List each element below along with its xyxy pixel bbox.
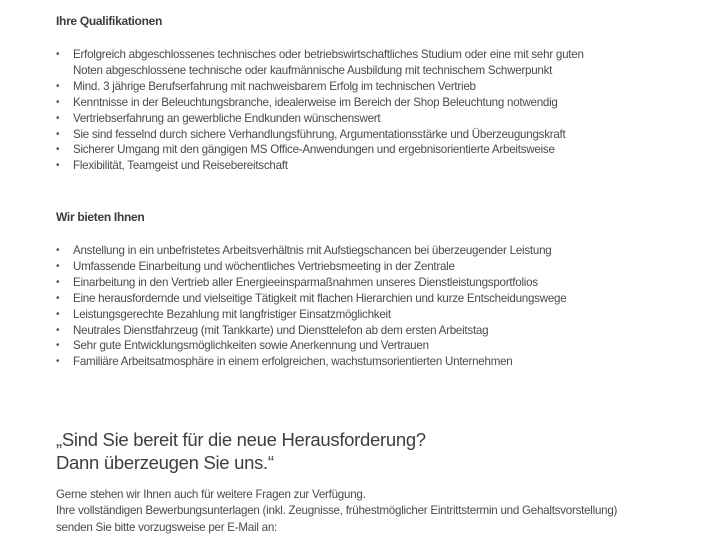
list-item: • Flexibilität, Teamgeist und Reisebereitschaft <box>56 159 288 173</box>
bullet-icon: • <box>56 144 60 156</box>
bullet-icon: • <box>56 245 60 256</box>
bullet-icon: • <box>56 160 60 172</box>
qualifications-list <box>56 47 584 174</box>
bullet-icon: • <box>56 49 60 60</box>
quote-line-2: Dann überzeugen Sie uns.“ <box>56 452 274 473</box>
quote-line-1: „Sind Sie bereit für die neue Herausforderung? <box>56 429 426 450</box>
list-item: • Erfolgreich abgeschlossenes technisches oder betriebswirtschaftliches Studium oder eine mit sehr guten <box>56 48 584 61</box>
bullet-icon: • <box>56 292 60 304</box>
bullet-icon: • <box>56 340 60 352</box>
offer-list <box>56 243 566 370</box>
bullet-icon: • <box>56 356 60 368</box>
list-item: • Umfassende Einarbeitung und wöchentliches Vertriebsmeeting in der Zentrale <box>56 259 455 273</box>
list-item: • Familiäre Arbeitsatmosphäre in einem erfolgreichen, wachstumsorientierten Unternehmen <box>56 355 513 369</box>
offer-heading: Wir bieten Ihnen <box>56 210 145 224</box>
list-item: • Vertriebserfahrung an gewerbliche Endkunden wünschenswert <box>56 111 381 125</box>
bullet-icon: • <box>56 80 60 92</box>
list-item: • Mind. 3 jährige Berufserfahrung mit nachweisbarem Erfolg im technischen Vertrieb <box>56 79 476 93</box>
bullet-icon: • <box>56 112 60 124</box>
closing-line-2: Ihre vollständigen Bewerbungsunterlagen (inkl. Zeugnisse, frühestmöglicher Eintrittstermin und Gehaltsvorstellung) <box>56 504 618 518</box>
bullet-icon: • <box>56 276 60 288</box>
list-item-continuation: Noten abgeschlossene technische oder kaufmännische Ausbildung mit technischem Schwerpunkt <box>73 63 553 77</box>
closing-line-1: Gerne stehen wir Ihnen auch für weitere Fragen zur Verfügung. <box>56 488 366 501</box>
bullet-icon: • <box>56 260 60 272</box>
bullet-icon: • <box>56 96 60 108</box>
call-to-action-quote <box>56 428 426 474</box>
list-item: • Neutrales Dienstfahrzeug (mit Tankkarte) und Diensttelefon ab dem ersten Arbeitstag <box>56 323 489 337</box>
list-item: • Sehr gute Entwicklungsmöglichkeiten sowie Anerkennung und Vertrauen <box>56 339 429 353</box>
list-item: • Leistungsgerechte Bezahlung mit langfristiger Einsatzmöglichkeit <box>56 307 391 321</box>
list-item: • Einarbeitung in den Vertrieb aller Energieeinsparmaßnahmen unseres Dienstleistungsportfolios <box>56 275 538 289</box>
bullet-icon: • <box>56 128 60 140</box>
list-item: • Anstellung in ein unbefristetes Arbeitsverhältnis mit Aufstiegschancen bei überzeugender Leistung <box>56 244 552 257</box>
list-item: • Eine herausfordernde und vielseitige Tätigkeit mit flachen Hierarchien und kurze Entscheidungswege <box>56 291 567 305</box>
closing-paragraph <box>56 487 617 536</box>
bullet-icon: • <box>56 308 60 320</box>
qualifications-heading: Ihre Qualifikationen <box>56 14 163 28</box>
list-item: • Sie sind fesselnd durch sichere Verhandlungsführung, Argumentationsstärke und Überzeugungskraft <box>56 127 566 141</box>
bullet-icon: • <box>56 324 60 336</box>
closing-line-3: senden Sie bitte vorzugsweise per E-Mail an: <box>56 520 277 534</box>
list-item: • Sicherer Umgang mit den gängigen MS Office-Anwendungen und ergebnisorientierte Arbeitsweise <box>56 143 555 157</box>
list-item: • Kenntnisse in der Beleuchtungsbranche, idealerweise im Bereich der Shop Beleuchtung notwendig <box>56 95 558 109</box>
